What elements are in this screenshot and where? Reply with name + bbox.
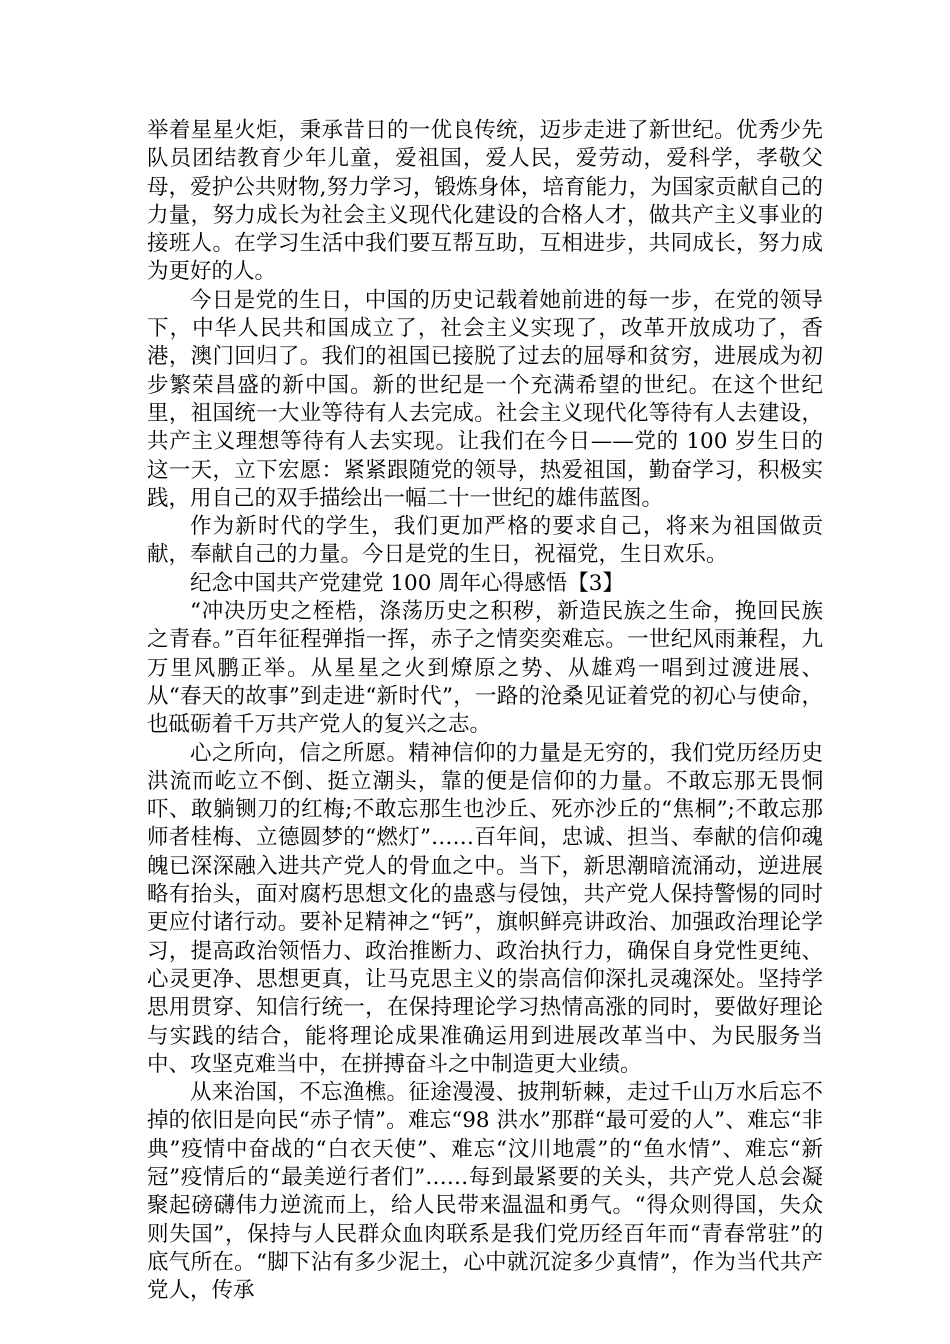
paragraph-people: 从来治国，不忘渔樵。征途漫漫、披荆斩棘，走过千山万水后忘不掉的依旧是向民“赤子情”。难忘“98 洪水”那群“最可爱的人”、难忘“非典”疫情中奋战的“白衣天使”、难忘“汶川地震”的“鱼水情”、难忘“新冠”疫情后的“最美逆行者们”……每到最紧要的关头，共产党人总会凝聚起磅礴伟力逆流而上，给人民带来温温和勇气。“得众则得国，失众则失国”，保持与人民群众血肉联系是我们党历经百年而“青春常驻”的底气所在。“脚下沾有多少泥土，心中就沉淀多少真情”，作为当代共产党人，传承 — [147, 1080, 823, 1304]
paragraph-party-birthday: 今日是党的生日，中国的历史记载着她前进的每一步，在党的领导下，中华人民共和国成立了，社会主义实现了，改革开放成功了，香港，澳门回归了。我们的祖国已接脱了过去的屈辱和贫穷，进展成为初步繁荣昌盛的新中国。新的世纪是一个充满希望的世纪。在这个世纪里，祖国统一大业等待有人去完成。社会主义现代化等待有人去建设，共产主义理想等待有人去实现。让我们在今日——党的 100 岁生日的这一天，立下宏愿：紧紧跟随党的领导，热爱祖国，勤奋学习，积极实践，用自己的双手描绘出一幅二十一世纪的雄伟蓝图。 — [147, 287, 823, 511]
document-body — [147, 117, 823, 1305]
paragraph-student-pledge: 作为新时代的学生，我们更加严格的要求自己，将来为祖国做贡献，奉献自己的力量。今日是党的生日，祝福党，生日欢乐。 — [147, 514, 823, 568]
paragraph-history: “冲决历史之桎梏，涤荡历史之积秽，新造民族之生命，挽回民族之青春。”百年征程弹指一挥，赤子之情奕奕难忘。一世纪风雨兼程，九万里风鹏正举。从星星之火到燎原之势、从雄鸡一唱到过渡进展、从“春天的故事”到走进“新时代”，一路的沧桑见证着党的初心与使命，也砥砺着千万共产党人的复兴之志。 — [147, 599, 823, 738]
section-heading: 纪念中国共产党建党 100 周年心得感悟【3】 — [190, 570, 624, 596]
paragraph-continuation: 举着星星火炬，秉承昔日的一优良传统，迈步走进了新世纪。优秀少先队员团结教育少年儿童，爱祖国，爱人民，爱劳动，爱科学，孝敬父母，爱护公共财物,努力学习，锻炼身体，培育能力，为国家贡献自己的力量，努力成长为社会主义现代化建设的合格人才，做共产主义事业的接班人。在学习生活中我们要互帮互助，互相进步，共同成长，努力成为更好的人。 — [147, 118, 823, 285]
paragraph-faith: 心之所向，信之所愿。精神信仰的力量是无穷的，我们党历经历史洪流而屹立不倒、挺立潮头，靠的便是信仰的力量。不敢忘那无畏恫吓、敢躺铡刀的红梅;不敢忘那生也沙丘、死亦沙丘的“焦桐”;不敢忘那师者桂梅、立德圆梦的“燃灯”……百年间，忠诚、担当、奉献的信仰魂魄已深深融入进共产党人的骨血之中。当下，新思潮暗流涌动，逆进展略有抬头，面对腐朽思想文化的蛊惑与侵蚀，共产党人保持警惕的同时更应付诸行动。要补足精神之“钙”，旗帜鲜亮讲政治、加强政治理论学习，提高政治领悟力、政治推断力、政治执行力，确保自身党性更纯、心灵更净、思想更真，让马克思主义的崇高信仰深扎灵魂深处。坚持学思用贯穿、知信行统一，在保持理论学习热情高涨的同时，要做好理论与实践的结合，能将理论成果准确运用到进展改革当中、为民服务当中、攻坚克难当中，在拼搏奋斗之中制造更大业绩。 — [147, 740, 823, 1077]
